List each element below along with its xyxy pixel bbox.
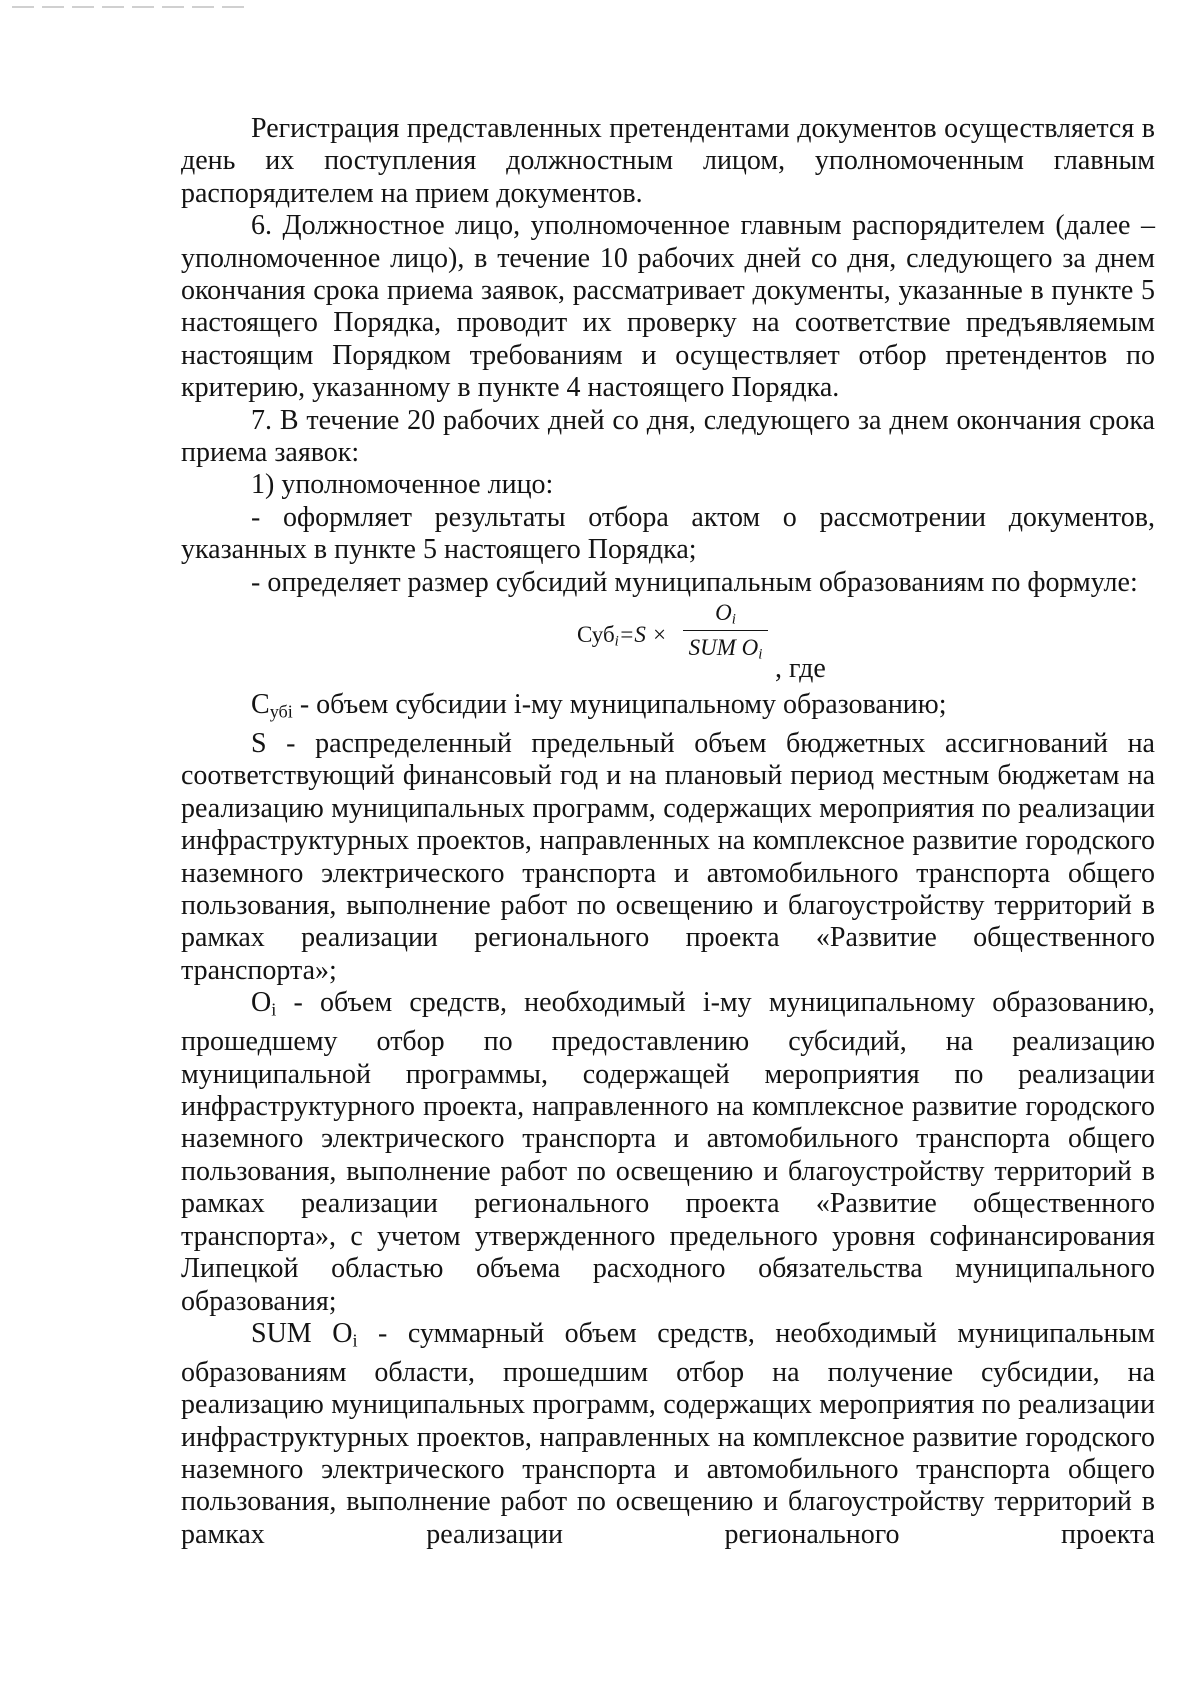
paragraph-item-7: 7. В течение 20 рабочих дней со дня, следующего за днем окончания срока приема заявок: — [181, 404, 1155, 469]
formula-denominator: SUM $O_i$ — [688, 635, 763, 663]
definition-oi: $O_i$ - объем средств, необходимый i-му муниципальному образованию, прошедшему отбор по предоставлению субсидий, на реализацию муниципальной программы, содержащей мероприятия по реализации инфраструктурного проекта, направленного на комплексное развитие городского наземного электрического транспорта и автомобильного транспорта общего пользования, выполнение работ по освещению и благоустройству территорий в рамках реализации регионального проекта «Развитие общественного транспорта», с учетом утвержденного предельного уровня софинансирования Липецкой областью объема расходного обязательства муниципального образования; — [181, 987, 1155, 1317]
document-page — [181, 113, 1155, 1551]
definition-subsidy: $С_{убi}$ - объем субсидии i-му муниципальному образованию; — [251, 689, 947, 722]
paragraph-item-6: 6. Должностное лицо, уполномоченное главным распорядителем (далее – уполномоченное лицо), в течение 10 рабочих дней со дня, следующего за днем окончания срока приема заявок, рассматривает документы, указанные в пункте 5 настоящего Порядка, проводит их проверку на соответствие предъявляемым настоящим Порядком требованиям и осуществляет отбор претендентов по критерию, указанному в пункте 4 настоящего Порядка. — [181, 210, 1155, 404]
scan-artifact — [12, 6, 252, 8]
paragraph-item-7-1-b: - определяет размер субсидий муниципальным образованиям по формуле: — [251, 566, 1138, 598]
definition-s: S - распределенный предельный объем бюджетных ассигнований на соответствующий финансовый год и на плановый период местным бюджетам на реализацию муниципальных программ, содержащих мероприятия по реализации инфраструктурных проектов, направленных на комплексное развитие городского наземного электрического транспорта и автомобильного транспорта общего пользования, выполнение работ по освещению и благоустройству территорий в рамках реализации регионального проекта «Развитие общественного транспорта»; — [181, 728, 1155, 986]
fraction-bar — [683, 630, 768, 631]
subsidy-formula — [181, 599, 1155, 689]
formula-fraction — [683, 599, 768, 662]
definition-sum-oi: SUM $O_i$ - суммарный объем средств, необходимый муниципальным образованиям области, прошедшим отбор на получение субсидии, на реализацию муниципальных программ, содержащих мероприятия по реализации инфраструктурных проектов, направленных на комплексное развитие городского наземного электрического транспорта и автомобильного транспорта общего пользования, выполнение работ по освещению и благоустройству территорий в рамках реализации регионального проекта — [181, 1317, 1155, 1550]
formula-where: , где — [775, 653, 826, 685]
paragraph-item-7-1: 1) уполномоченное лицо: — [251, 469, 554, 501]
formula-numerator: $O_i$ — [715, 600, 736, 628]
paragraph-registration: Регистрация представленных претендентами документов осуществляется в день их поступления должностным лицом, уполномоченным главным распорядителем на прием документов. — [181, 113, 1155, 209]
paragraph-item-7-1-a: - оформляет результаты отбора актом о рассмотрении документов, указанных в пункте 5 настоящего Порядка; — [181, 501, 1155, 566]
formula-lhs: Суб$_i$=S × — [577, 622, 668, 650]
